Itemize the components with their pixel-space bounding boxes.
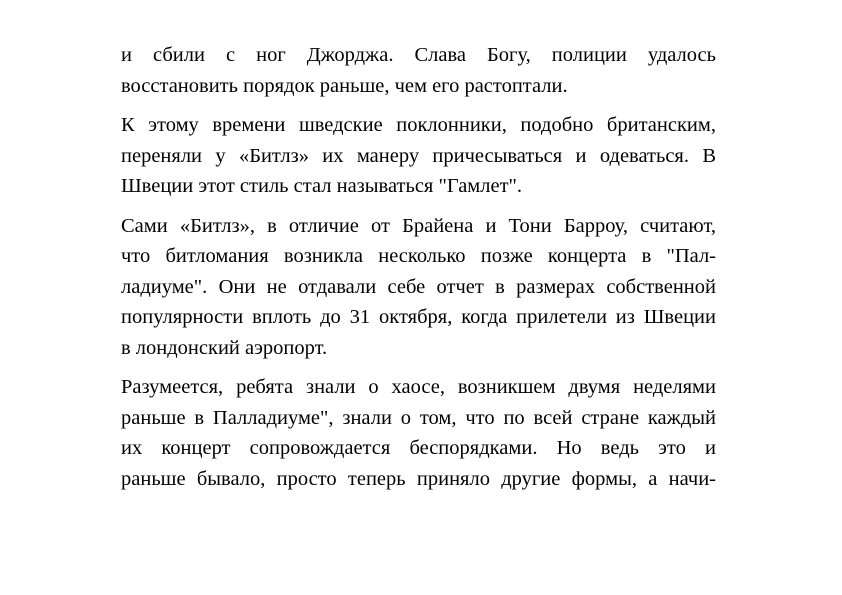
text-line: К этому времени шведские поклонники, подобно британским, (121, 114, 716, 136)
text-line: Разумеется, ребята знали о хаосе, возникшем двумя неделями (121, 376, 716, 398)
text-line: и сбили с ног Джорджа. Слава Богу, полиции удалось (121, 44, 716, 66)
paragraph-3 (121, 211, 716, 364)
text-line: популярности вплоть до 31 октября, когда прилетели из Швеции (121, 306, 716, 328)
text-line: раньше в Палладиуме", знали о том, что по всей стране каждый (121, 406, 716, 429)
text-line: их концерт сопровождается беспорядками. Но ведь это и (121, 437, 716, 459)
text-line: что битломания возникла несколько позже концерта в "Пал- (121, 245, 716, 267)
text-line: раньше бывало, просто теперь приняло другие формы, а начи- (121, 467, 716, 490)
text-line: ладиуме". Они не отдавали себе отчет в размерах собственной (121, 275, 716, 298)
paragraph-4 (121, 372, 716, 494)
text-line: Швеции этот стиль стал называться "Гамлет". (121, 175, 523, 197)
text-line: восстановить порядок раньше, чем его растоптали. (121, 74, 568, 97)
text-line: переняли у «Битлз» их манеру причесываться и одеваться. В (121, 144, 716, 167)
paragraph-2 (121, 110, 716, 202)
document-page (121, 40, 716, 503)
text-line: в лондонский аэропорт. (121, 336, 328, 359)
text-line: Сами «Битлз», в отличие от Брайена и Тони Барроу, считают, (121, 214, 716, 237)
paragraph-1 (121, 40, 716, 101)
